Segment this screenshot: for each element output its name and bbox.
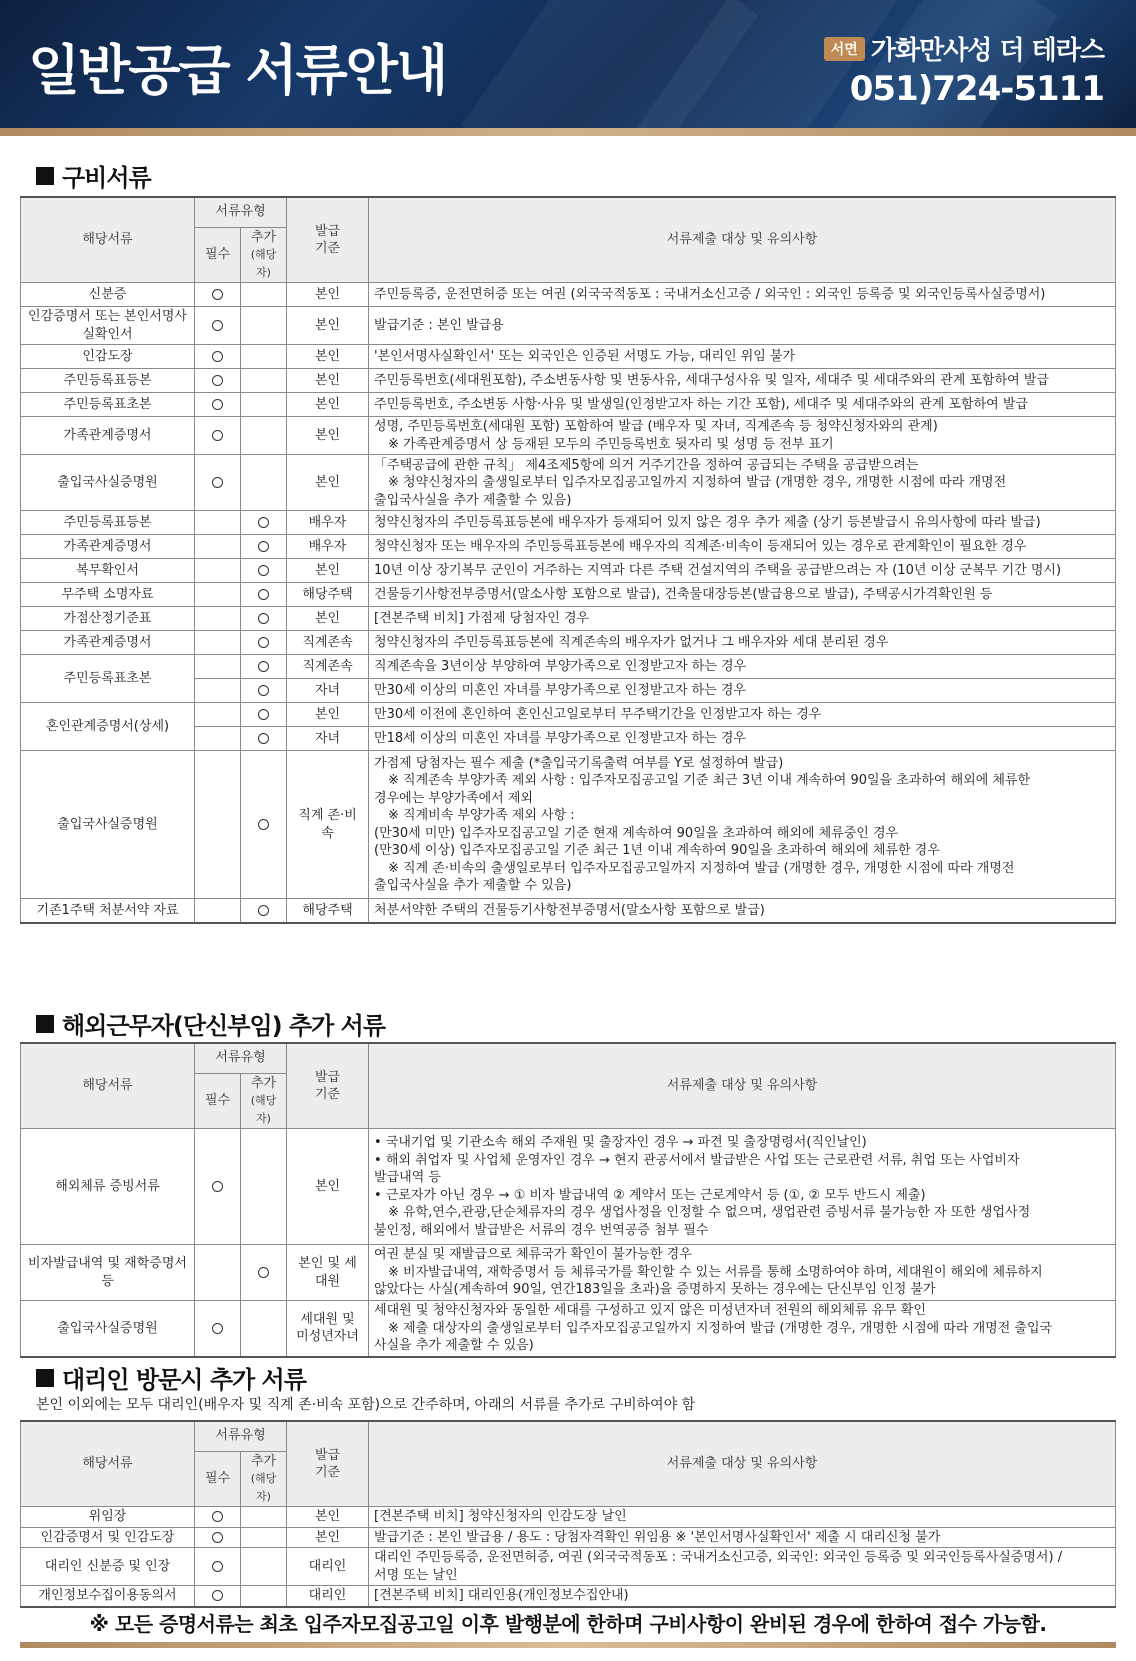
type-cell [195, 727, 241, 751]
desc-cell [369, 1507, 1116, 1528]
circle-mark-icon [258, 661, 269, 672]
col-header-required: 필수 [195, 227, 241, 283]
type-cell [241, 655, 287, 679]
desc-line: 출입국사실을 추가 제출할 수 있음) [374, 878, 572, 894]
table-row [21, 583, 1116, 607]
circle-mark-icon [258, 565, 269, 576]
col-header-extra-note: (해당자) [250, 1472, 277, 1503]
table-row [21, 899, 1116, 923]
type-cell [241, 455, 287, 511]
type-cell [195, 1245, 241, 1301]
doc-name-cell: 비자발급내역 및 재학증명서 등 [21, 1245, 195, 1301]
table-header [21, 197, 1116, 283]
desc-line: • 해외 취업자 및 사업체 운영자인 경우 → 현지 관공서에서 발급받은 사업 또는 근로관련 서류, 취업 또는 사업비자 [374, 1152, 1020, 1168]
table-row [21, 455, 1116, 511]
header-row [21, 1421, 1116, 1451]
type-cell [195, 1129, 241, 1245]
issue-basis-cell: 세대원 및 미성년자녀 [287, 1301, 369, 1357]
desc-cell [369, 535, 1116, 559]
desc-line: 불인정, 해외에서 발급받은 서류의 경우 번역공증 첨부 필수 [374, 1222, 709, 1238]
type-cell [241, 703, 287, 727]
type-cell [241, 1527, 287, 1548]
type-cell [195, 455, 241, 511]
issue-basis-cell: 본인 및 세대원 [287, 1245, 369, 1301]
col-header-type: 서류유형 [195, 197, 287, 227]
type-cell [195, 607, 241, 631]
type-cell [241, 583, 287, 607]
table-row [21, 751, 1116, 899]
desc-line: 않았다는 사실(계속하여 90일, 연간183일을 초과)을 증명하지 못하는 경우에는 단신부임 인정 불가 [374, 1282, 936, 1298]
table-row [21, 283, 1116, 307]
doc-name-cell: 대리인 신분증 및 인장 [21, 1548, 195, 1586]
type-cell [241, 679, 287, 703]
type-cell [241, 899, 287, 923]
type-cell [195, 559, 241, 583]
desc-line: 여권 분실 및 재발급으로 체류국가 확인이 불가능한 경우 [374, 1247, 692, 1263]
type-cell [241, 1301, 287, 1357]
type-cell [195, 751, 241, 899]
doc-name-cell: 가족관계증명서 [21, 535, 195, 559]
issue-basis-cell: 본인 [287, 455, 369, 511]
type-cell [241, 1129, 287, 1245]
desc-line: (만30세 미만) 입주자모집공고일 기준 현재 계속하여 90일을 초과하여 해외에 체류중인 경우 [374, 825, 899, 841]
desc-line: [견본주택 비치] 대리인용(개인정보수집안내) [374, 1588, 629, 1604]
type-cell [195, 655, 241, 679]
issue-basis-cell: 본인 [287, 283, 369, 307]
desc-cell [369, 703, 1116, 727]
type-cell [195, 679, 241, 703]
type-cell [241, 607, 287, 631]
circle-mark-icon [212, 477, 223, 488]
doc-name-cell: 출입국사실증명원 [21, 1301, 195, 1357]
col-header-issue [287, 1043, 369, 1129]
type-cell [195, 369, 241, 393]
issue-basis-cell: 해당주택 [287, 899, 369, 923]
issue-basis-cell: 본인 [287, 417, 369, 455]
circle-mark-icon [258, 589, 269, 600]
desc-cell [369, 345, 1116, 369]
desc-line: 세대원 및 청약신청자와 동일한 세대를 구성하고 있지 않은 미성년자녀 전원의 해외체류 유무 확인 [374, 1303, 926, 1319]
circle-mark-icon [258, 685, 269, 696]
circle-mark-icon [212, 1511, 223, 1522]
desc-cell [369, 417, 1116, 455]
circle-mark-icon [212, 351, 223, 362]
desc-line: 청약신청자 또는 배우자의 주민등록표등본에 배우자의 직계존·비속이 등재되어 있는 경우로 관계확인이 필요한 경우 [374, 539, 1027, 555]
col-header-issue-line: 발급 [314, 223, 341, 239]
section-title-required-docs [36, 158, 151, 193]
desc-line: 청약신청자의 주민등록표등본에 배우자가 등재되어 있지 않은 경우 추가 제출 (상기 등본발급시 유의사항에 따라 발급) [374, 515, 1041, 531]
type-cell [241, 1507, 287, 1528]
col-header-type: 서류유형 [195, 1043, 287, 1073]
doc-name-cell: 가족관계증명서 [21, 631, 195, 655]
col-header-issue [287, 1421, 369, 1507]
section-title-proxy-docs [36, 1360, 306, 1395]
issue-basis-cell: 본인 [287, 369, 369, 393]
circle-mark-icon [212, 399, 223, 410]
desc-cell [369, 631, 1116, 655]
desc-line: 만18세 이상의 미혼인 자녀를 부양가족으로 인정받고자 하는 경우 [374, 731, 746, 747]
type-cell [241, 559, 287, 583]
desc-line: 발급내역 등 [374, 1170, 441, 1186]
issue-basis-cell: 본인 [287, 703, 369, 727]
issue-basis-cell: 본인 [287, 1129, 369, 1245]
col-header-extra-label: 추가 [250, 1075, 277, 1091]
table-row [21, 393, 1116, 417]
col-header-doc: 해당서류 [21, 197, 195, 283]
desc-cell [369, 1548, 1116, 1586]
desc-cell [369, 583, 1116, 607]
page-title: 일반공급 서류안내 [28, 39, 447, 102]
desc-line: 서명 또는 날인 [374, 1567, 458, 1583]
table-row [21, 655, 1116, 679]
desc-cell [369, 1527, 1116, 1548]
table-required-docs [20, 196, 1116, 924]
type-cell [241, 393, 287, 417]
desc-cell [369, 679, 1116, 703]
col-header-doc: 해당서류 [21, 1043, 195, 1129]
doc-name-cell: 복무확인서 [21, 559, 195, 583]
col-header-extra [241, 227, 287, 283]
doc-name-cell: 출입국사실증명원 [21, 455, 195, 511]
col-header-desc: 서류제출 대상 및 유의사항 [369, 1043, 1116, 1129]
table-proxy-docs [20, 1420, 1116, 1608]
desc-line: 건물등기사항전부증명서(말소사항 포함으로 발급), 건축물대장등본(발급용으로 발급), 주택공시가격확인원 등 [374, 587, 993, 603]
desc-line: 직계존속을 3년이상 부양하여 부양가족으로 인정받고자 하는 경우 [374, 659, 747, 675]
table-row [21, 369, 1116, 393]
issue-basis-cell: 본인 [287, 1507, 369, 1528]
desc-line: ※ 제출 대상자의 출생일로부터 입주자모집공고일까지 지정하여 발급 (개명한 경우, 개명한 시점에 따라 개명전 출입국 [388, 1320, 1053, 1336]
table-header [21, 1421, 1116, 1507]
table-row [21, 535, 1116, 559]
desc-line: 청약신청자의 주민등록표등본에 직계존속의 배우자가 없거나 그 배우자와 세대 분리된 경우 [374, 635, 889, 651]
type-cell [195, 535, 241, 559]
issue-basis-cell: 본인 [287, 559, 369, 583]
type-cell [241, 727, 287, 751]
type-cell [195, 1527, 241, 1548]
table-row [21, 631, 1116, 655]
table-row [21, 1507, 1116, 1528]
issue-basis-cell: 자녀 [287, 727, 369, 751]
desc-line: ※ 청약신청자의 출생일로부터 입주자모집공고일까지 지정하여 발급 (개명한 경우, 개명한 시점에 따라 개명전 [388, 475, 1007, 491]
table-row [21, 1527, 1116, 1548]
type-cell [195, 1301, 241, 1357]
issue-basis-cell: 본인 [287, 345, 369, 369]
issue-basis-cell: 직계 존·비속 [287, 751, 369, 899]
desc-line: 주민등록번호(세대원포함), 주소변동사항 및 변동사유, 세대구성사유 및 일자, 세대주 및 세대주와의 관계 포함하여 발급 [374, 372, 1049, 388]
desc-line: 사실을 추가 제출할 수 있음) [374, 1338, 534, 1354]
type-cell [241, 1548, 287, 1586]
type-cell [195, 283, 241, 307]
circle-mark-icon [258, 905, 269, 916]
circle-mark-icon [258, 1267, 269, 1278]
desc-line: (만30세 이상) 입주자모집공고일 기준 최근 1년 이내 계속하여 90일을 초과하여 해외에 체류한 경우 [374, 843, 940, 859]
doc-name-cell: 해외체류 증빙서류 [21, 1129, 195, 1245]
desc-line: 경우에는 부양가족에서 제외 [374, 790, 533, 806]
doc-name-cell: 인감증명서 또는 본인서명사실확인서 [21, 307, 195, 345]
table-row [21, 1245, 1116, 1301]
circle-mark-icon [212, 320, 223, 331]
desc-cell [369, 393, 1116, 417]
desc-cell [369, 1245, 1116, 1301]
circle-mark-icon [212, 1181, 223, 1192]
doc-name-cell: 무주택 소명자료 [21, 583, 195, 607]
type-cell [241, 369, 287, 393]
issue-basis-cell: 본인 [287, 607, 369, 631]
desc-line: ※ 유학,연수,관광,단순체류자의 경우 생업사정을 인정할 수 없으며, 생업관련 증빙서류 불가능한 자 또한 생업사정 [388, 1205, 1031, 1221]
doc-name-cell: 기존1주택 처분서약 자료 [21, 899, 195, 923]
doc-name-cell: 가족관계증명서 [21, 417, 195, 455]
col-header-desc: 서류제출 대상 및 유의사항 [369, 197, 1116, 283]
type-cell [195, 345, 241, 369]
desc-line: [견본주택 비치] 청약신청자의 인감도장 날인 [374, 1509, 627, 1525]
desc-line: ※ 비자발급내역, 재학증명서 등 체류국가를 확인할 수 있는 서류를 통해 소명하여야 하며, 세대원이 해외에 체류하지 [388, 1264, 1043, 1280]
type-cell [195, 511, 241, 535]
issue-basis-cell: 배우자 [287, 511, 369, 535]
col-header-doc: 해당서류 [21, 1421, 195, 1507]
section-title-text: 해외근무자(단신부임) 추가 서류 [62, 1012, 386, 1040]
type-cell [241, 345, 287, 369]
desc-cell [369, 1301, 1116, 1357]
type-cell [195, 583, 241, 607]
section-title-text: 대리인 방문시 추가 서류 [62, 1366, 306, 1394]
col-header-extra-note: (해당자) [250, 248, 277, 279]
doc-name-cell: 주민등록표등본 [21, 369, 195, 393]
issue-basis-cell: 배우자 [287, 535, 369, 559]
desc-line: 발급기준 : 본인 발급용 / 용도 : 당첨자격확인 위임용 ※ '본인서명사실확인서' 제출 시 대리신청 불가 [374, 1529, 941, 1545]
desc-line: 10년 이상 장기복무 군인이 거주하는 지역과 다른 주택 건설지역의 주택을 공급받으려는 자 (10년 이상 군복무 기간 명시) [374, 563, 1062, 579]
circle-mark-icon [258, 637, 269, 648]
type-cell [241, 751, 287, 899]
col-header-issue-line: 발급 [314, 1447, 341, 1463]
table-row [21, 1586, 1116, 1607]
doc-name-cell: 가점산정기준표 [21, 607, 195, 631]
type-cell [195, 393, 241, 417]
desc-cell [369, 307, 1116, 345]
circle-mark-icon [258, 541, 269, 552]
table-row [21, 1301, 1116, 1357]
brand-block [824, 30, 1104, 109]
desc-line: 대리인 주민등록증, 운전면허증, 여권 (외국국적동포 : 국내거소신고증, 외국인: 외국인 등록증 및 외국인등록사실증명서) / [374, 1550, 1063, 1566]
type-cell [241, 511, 287, 535]
col-header-desc: 서류제출 대상 및 유의사항 [369, 1421, 1116, 1507]
table-row [21, 345, 1116, 369]
table-row [21, 1129, 1116, 1245]
doc-name-cell: 인감증명서 및 인감도장 [21, 1527, 195, 1548]
type-cell [195, 899, 241, 923]
desc-cell [369, 655, 1116, 679]
brand-name: 가화만사성 더 테라스 [870, 36, 1104, 66]
table-row [21, 703, 1116, 727]
circle-mark-icon [212, 1590, 223, 1601]
circle-mark-icon [212, 1561, 223, 1572]
circle-mark-icon [258, 733, 269, 744]
circle-mark-icon [212, 1532, 223, 1543]
doc-name-cell: 주민등록표등본 [21, 511, 195, 535]
col-header-issue [287, 197, 369, 283]
section-subtitle: 본인 이외에는 모두 대리인(배우자 및 직계 존·비속 포함)으로 간주하며, 아래의 서류를 추가로 구비하여야 함 [36, 1397, 696, 1413]
issue-basis-cell: 해당주택 [287, 583, 369, 607]
table-row [21, 511, 1116, 535]
section-title-overseas-docs [36, 1006, 385, 1041]
issue-basis-cell: 본인 [287, 307, 369, 345]
issue-basis-cell: 대리인 [287, 1548, 369, 1586]
desc-cell [369, 751, 1116, 899]
col-header-issue-line: 기준 [314, 241, 341, 257]
doc-name-cell: 개인정보수집이용동의서 [21, 1586, 195, 1607]
type-cell [241, 631, 287, 655]
desc-line: 출입국사실을 추가 제출할 수 있음) [374, 492, 572, 508]
issue-basis-cell: 본인 [287, 393, 369, 417]
desc-cell [369, 727, 1116, 751]
circle-mark-icon [258, 709, 269, 720]
type-cell [241, 283, 287, 307]
type-cell [195, 703, 241, 727]
desc-cell [369, 369, 1116, 393]
type-cell [195, 1548, 241, 1586]
type-cell [241, 417, 287, 455]
issue-basis-cell: 대리인 [287, 1586, 369, 1607]
circle-mark-icon [258, 819, 269, 830]
brand-phone: 051)724-5111 [849, 69, 1104, 109]
square-bullet-icon [36, 1015, 54, 1033]
col-header-issue-line: 기준 [314, 1087, 341, 1103]
col-header-extra [241, 1451, 287, 1507]
type-cell [241, 1586, 287, 1607]
header-row [21, 1043, 1116, 1073]
doc-name-cell: 혼인관계증명서(상세) [21, 703, 195, 751]
desc-cell [369, 607, 1116, 631]
col-header-extra-note: (해당자) [250, 1094, 277, 1125]
footer-note: ※ 모든 증명서류는 최초 입주자모집공고일 이후 발행분에 한하며 구비사항이 완비된 경우에 한하여 접수 가능함. [89, 1612, 1047, 1636]
col-header-extra [241, 1073, 287, 1129]
table-header [21, 1043, 1116, 1129]
doc-name-cell: 위임장 [21, 1507, 195, 1528]
desc-line: • 근로자가 아닌 경우 → ① 비자 발급내역 ② 계약서 또는 근로계약서 등 (①, ② 모두 반드시 제출) [374, 1187, 926, 1203]
table-row [21, 417, 1116, 455]
desc-line: 주민등록번호, 주소변동 사항·사유 및 발생일(인정받고자 하는 기간 포함), 세대주 및 세대주와의 관계 포함하여 발급 [374, 396, 1028, 412]
desc-line: 만30세 이전에 혼인하여 혼인신고일로부터 무주택기간을 인정받고자 하는 경우 [374, 707, 822, 723]
issue-basis-cell: 자녀 [287, 679, 369, 703]
desc-cell [369, 455, 1116, 511]
col-header-extra-label: 추가 [250, 229, 277, 245]
type-cell [195, 631, 241, 655]
col-header-type: 서류유형 [195, 1421, 287, 1451]
issue-basis-cell: 직계존속 [287, 655, 369, 679]
footer-divider [20, 1642, 1116, 1648]
type-cell [195, 1586, 241, 1607]
col-header-required: 필수 [195, 1073, 241, 1129]
desc-line: 만30세 이상의 미혼인 자녀를 부양가족으로 인정받고자 하는 경우 [374, 683, 746, 699]
page-header [0, 0, 1136, 128]
section-title-text: 구비서류 [62, 164, 151, 192]
doc-name-cell: 신분증 [21, 283, 195, 307]
desc-line: [견본주택 비치] 가점제 당첨자인 경우 [374, 611, 590, 627]
desc-line: 「주택공급에 관한 규칙」 제4조제5항에 의거 거주기간을 정하여 공급되는 주택을 공급받으려는 [374, 457, 919, 473]
desc-cell [369, 511, 1116, 535]
desc-cell [369, 1586, 1116, 1607]
desc-line: 처분서약한 주택의 건물등기사항전부증명서(말소사항 포함으로 발급) [374, 902, 765, 918]
desc-line: 성명, 주민등록번호(세대원 포함) 포함하여 발급 (배우자 및 자녀, 직계존속 등 청약신청자와의 관계) [374, 419, 938, 435]
desc-line: 주민등록증, 운전면허증 또는 여권 (외국국적동포 : 국내거소신고증 / 외국인 : 외국인 등록증 및 외국인등록사실증명서) [374, 286, 1046, 302]
desc-line: '본인서명사실확인서' 또는 외국인은 인증된 서명도 가능, 대리인 위임 불가 [374, 348, 796, 364]
doc-name-cell: 주민등록표초본 [21, 655, 195, 703]
desc-cell [369, 283, 1116, 307]
type-cell [195, 307, 241, 345]
desc-cell [369, 1129, 1116, 1245]
desc-line: ※ 직계비속 부양가족 제외 사항 : [388, 808, 575, 824]
circle-mark-icon [212, 375, 223, 386]
square-bullet-icon [36, 167, 54, 185]
col-header-required: 필수 [195, 1451, 241, 1507]
desc-line: ※ 가족관계증명서 상 등재된 모두의 주민등록번호 뒷자리 및 성명 등 전부 표기 [388, 436, 834, 452]
type-cell [241, 535, 287, 559]
col-header-extra-label: 추가 [250, 1453, 277, 1469]
desc-line: ※ 직계존속 부양가족 제외 사항 : 입주자모집공고일 기준 최근 3년 이내 계속하여 90일을 초과하여 해외에 체류한 [388, 773, 1031, 789]
desc-line: 가점제 당첨자는 필수 제출 (*출입국기록출력 여부를 Y로 설정하여 발급) [374, 755, 784, 771]
circle-mark-icon [212, 289, 223, 300]
desc-cell [369, 899, 1116, 923]
desc-line: ※ 직계 존·비속의 출생일로부터 입주자모집공고일까지 지정하여 발급 (개명한 경우, 개명한 시점에 따라 개명전 [388, 860, 1015, 876]
issue-basis-cell: 직계존속 [287, 631, 369, 655]
circle-mark-icon [258, 517, 269, 528]
type-cell [195, 1507, 241, 1528]
circle-mark-icon [212, 1323, 223, 1334]
doc-name-cell: 인감도장 [21, 345, 195, 369]
table-row [21, 307, 1116, 345]
header-divider [0, 128, 1136, 136]
circle-mark-icon [258, 613, 269, 624]
type-cell [195, 417, 241, 455]
type-cell [241, 1245, 287, 1301]
desc-line: • 국내기업 및 기관소속 해외 주재원 및 출장자인 경우 → 파견 및 출장명령서(직인날인) [374, 1135, 867, 1150]
col-header-issue-line: 기준 [314, 1465, 341, 1481]
desc-line: 발급기준 : 본인 발급용 [374, 317, 504, 333]
table-row [21, 607, 1116, 631]
desc-cell [369, 559, 1116, 583]
table-row [21, 1548, 1116, 1586]
header-row [21, 197, 1116, 227]
doc-name-cell: 출입국사실증명원 [21, 751, 195, 899]
doc-name-cell: 주민등록표초본 [21, 393, 195, 417]
brand-badge: 서면 [824, 37, 865, 61]
issue-basis-cell: 본인 [287, 1527, 369, 1548]
table-row [21, 559, 1116, 583]
circle-mark-icon [212, 430, 223, 441]
col-header-issue-line: 발급 [314, 1069, 341, 1085]
square-bullet-icon [36, 1369, 54, 1387]
table-overseas-docs [20, 1042, 1116, 1358]
type-cell [241, 307, 287, 345]
